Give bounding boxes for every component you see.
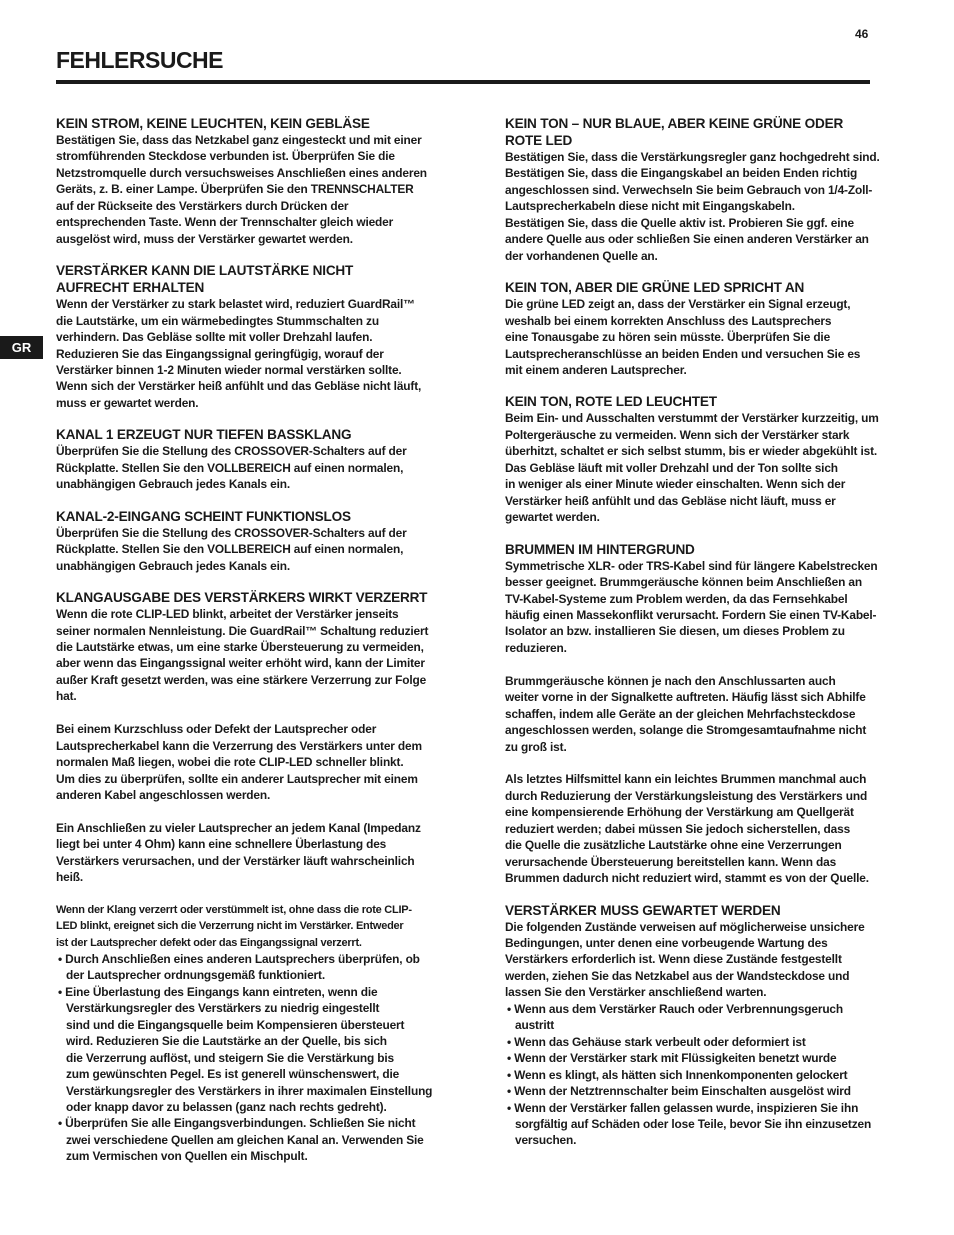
text-line: zum gewünschten Pegel. Es ist generell wünschenswert, die (66, 1067, 400, 1082)
text-line: Verstärkungsregler des Verstärkers in ihrer maximalen Einstellung (66, 1083, 433, 1098)
text-line: außer Kraft gesetzt werden, was eine stärkere Verzerrung zur Folge (56, 672, 427, 687)
troubleshoot-section (56, 589, 452, 1165)
paragraph (505, 919, 901, 1001)
text-line: Verstärkungsregler des Verstärkers zu niedrig eingestellt (66, 1001, 380, 1016)
text-line: Lautsprecheranschlüsse an beiden Enden und versuchen Sie es (505, 346, 861, 361)
text-line: • Wenn der Netztrennschalter beim Einschalten ausgelöst wird (507, 1084, 851, 1099)
text-line: mit einem anderen Lautsprecher. (505, 362, 687, 377)
text-line: unabhängigen Gebrauch jedes Kanals ein. (56, 558, 291, 573)
paragraph (56, 443, 452, 492)
section-heading: VERSTÄRKER MUSS GEWARTET WERDEN (505, 902, 781, 918)
text-line: • Wenn das Gehäuse stark verbeult oder deformiert ist (507, 1034, 806, 1049)
text-line: • Wenn es klingt, als hätten sich Innenkomponenten gelockert (507, 1067, 848, 1082)
text-line: Netzstromquelle durch versuchsweises Anschließen eines anderen (56, 165, 427, 180)
text-line: eine Tonausgabe zu hören sein müsste. Überprüfen Sie die (505, 330, 831, 345)
section-heading: KEIN TON, ABER DIE GRÜNE LED SPRICHT AN (505, 280, 805, 296)
text-line: zum Vermischen von Quellen ein Mischpult. (66, 1149, 308, 1164)
text-line: gewartet werden. (505, 510, 600, 525)
bullet-item (505, 1100, 901, 1149)
section-heading: KEIN TON – NUR BLAUE, ABER KEINE GRÜNE ODER ROTE LED (505, 116, 844, 148)
text-line: besser geeignet. Brummgeräusche können beim Anschließen an (505, 575, 862, 590)
text-line: Wenn der Verstärker zu stark belastet wird, reduziert GuardRail™ (56, 297, 415, 312)
paragraph-gap (505, 656, 901, 672)
section-heading: KLANGAUSGABE DES VERSTÄRKERS WIRKT VERZERRT (56, 590, 428, 606)
text-line: Wenn die rote CLIP-LED blinkt, arbeitet der Verstärker jenseits (56, 607, 399, 622)
section-heading: KEIN STROM, KEINE LEUCHTEN, KEIN GEBLÄSE (56, 116, 370, 131)
section-heading: KEIN TON, ROTE LED LEUCHTET (505, 394, 717, 410)
text-line: entsprechenden Taste. Wenn der Trennschalter gleich wieder (56, 215, 394, 230)
paragraph (505, 149, 901, 264)
troubleshoot-section (56, 115, 452, 247)
bullet-item (505, 1067, 901, 1083)
text-line: Brummgeräusche können je nach den Anschlussarten auch (505, 673, 836, 688)
text-line: die Quelle die zusätzliche Lautstärke ohne eine Verzerrungen (505, 838, 842, 853)
text-line: Als letztes Hilfsmittel kann ein leichtes Brummen manchmal auch (505, 772, 867, 787)
text-line: liegt bei unter 4 Ohm) kann eine schnellere Überlastung des (56, 837, 387, 852)
text-line: Rückplatte. Stellen Sie den VOLLBEREICH auf einen normalen, (56, 542, 404, 557)
text-line: zu groß ist. (505, 739, 567, 754)
text-line: muss er gewartet werden. (56, 395, 199, 410)
text-line: verhindern. Das Gebläse sollte mit voller Drehzahl laufen. (56, 330, 373, 345)
text-line: Rückplatte. Stellen Sie den VOLLBEREICH auf einen normalen, (56, 460, 404, 475)
text-line: versuchen. (515, 1133, 577, 1148)
paragraph (505, 296, 901, 378)
paragraph (56, 296, 452, 411)
text-line: häufig einen Massekonflikt verursacht. Fordern Sie einen TV-Kabel- (505, 607, 877, 622)
bullet-item (505, 1050, 901, 1066)
text-line: weshalb bei einem korrekten Anschluss des Lautsprechers (505, 313, 832, 328)
text-line: Ein Anschließen zu vieler Lautsprecher an jedem Kanal (Impedanz (56, 820, 421, 835)
bullet-item (505, 1083, 901, 1099)
text-line: stromführenden Steckdose verbunden ist. Überprüfen Sie die (56, 149, 395, 164)
text-line: oder knapp davor zu belassen (ganz nach rechts gedreht). (66, 1100, 387, 1114)
text-line: Lautsprecherkabel kann die Verzerrung des Verstärkers unter dem (56, 738, 422, 753)
text-line: die Lautstärke, um ein wärmebedingtes Stummschalten zu (56, 313, 379, 328)
text-line: weiter vorne in der Signalkette auftreten. Häufig lässt sich Abhilfe (505, 690, 866, 705)
text-line: werden, ziehen Sie das Netzkabel aus der Wandsteckdose und (505, 968, 850, 983)
troubleshoot-section (505, 541, 901, 887)
text-line: austritt (515, 1018, 555, 1033)
page-number: 46 (855, 27, 869, 41)
paragraph (505, 558, 901, 657)
troubleshoot-section (56, 426, 452, 492)
text-line: Bestätigen Sie, dass die Eingangskabel an beiden Enden richtig (505, 166, 858, 181)
text-line: ist der Lautsprecher defekt oder das Eingangssignal verzerrt. (56, 936, 362, 949)
title-rule (56, 80, 870, 84)
text-line: ausgelöst wird, muss der Verstärker gewartet werden. (56, 231, 353, 246)
troubleshoot-section (505, 279, 901, 378)
text-line: Isolator an bzw. installieren Sie diesen, um dieses Problem zu (505, 624, 845, 639)
text-line: die Verzerrung auflöst, und steigern Sie die Verstärkung bis (66, 1050, 394, 1065)
text-line: Wenn der Klang verzerrt oder verstümmelt ist, ohne dass die rote CLIP- (56, 904, 412, 917)
text-line: Wenn sich der Verstärker heiß anfühlt und das Gebläse nicht läuft, (56, 379, 422, 394)
text-line: Geräts, z. B. einer Lampe. Überprüfen Sie den TRENNSCHALTER (56, 182, 414, 197)
text-line: heiß. (56, 870, 83, 885)
text-line: Die grüne LED zeigt an, dass der Verstärker ein Signal erzeugt, (505, 297, 851, 312)
text-line: auf der Rückseite des Verstärkers durch Drücken der (56, 198, 349, 213)
text-line: wird. Reduzieren Sie die Lautstärke an der Quelle, bis sich (66, 1034, 387, 1049)
section-heading: VERSTÄRKER KANN DIE LAUTSTÄRKE NICHT AUFRECHT ERHALTEN (56, 263, 354, 296)
text-line: sorgfältig auf Schäden oder lose Teile, bevor Sie ihn einzusetzen (515, 1116, 872, 1131)
text-line: Bestätigen Sie, dass das Netzkabel ganz eingesteckt und mit einer (56, 133, 422, 147)
text-line: Verstärker binnen 1-2 Minuten wieder normal verstärken sollte. (56, 362, 402, 377)
text-line: Bestätigen Sie, dass die Quelle aktiv ist. Probieren Sie ggf. eine (505, 215, 854, 230)
text-line: Symmetrische XLR- oder TRS-Kabel sind für längere Kabelstrecken (505, 558, 878, 573)
text-line: • Wenn aus dem Verstärker Rauch oder Verbrennungsgeruch (507, 1001, 844, 1016)
text-line: andere Quelle aus oder schließen Sie einen anderen Verstärker an (505, 232, 869, 247)
text-line: durch Reduzierung der Verstärkungsleistung des Verstärkers und (505, 788, 868, 803)
text-line: seiner normalen Nennleistung. Die GuardRail™ Schaltung reduziert (56, 623, 429, 638)
text-line: LED blinkt, ereignet sich die Verzerrung nicht im Verstärker. Entweder (56, 920, 404, 933)
text-line: sind und die Eingangsquelle beim Kompensieren übersteuert (66, 1017, 405, 1032)
text-line: aber wenn das Eingangssignal weiter erhöht wird, kann der Limiter (56, 656, 425, 671)
left-column (56, 115, 452, 1180)
troubleshoot-section (56, 508, 452, 574)
text-line: normalen Maß liegen, wobei die rote CLIP-LED schneller blinkt. (56, 755, 404, 770)
bullet-item (505, 1034, 901, 1050)
text-line: Verstärkers erforderlich ist. Wenn diese Zustände festgestellt (505, 952, 842, 967)
text-line: Verstärkers verursachen, und der Verstärker läuft wahrscheinlich (56, 853, 415, 868)
paragraph (56, 132, 452, 247)
troubleshoot-section (505, 902, 901, 1149)
right-column (505, 115, 901, 1164)
text-line: hat. (56, 689, 77, 704)
text-line: Verstärker heiß anfühlt und das Gebläse nicht läuft, muss er (505, 493, 836, 508)
text-line: lassen Sie den Verstärker anschließend warten. (505, 985, 767, 1000)
text-line: unabhängigen Gebrauch jedes Kanals ein. (56, 477, 291, 492)
text-line: • Durch Anschließen eines anderen Lautsprechers überprüfen, ob (58, 951, 420, 966)
text-line: • Eine Überlastung des Eingangs kann eintreten, wenn die (58, 984, 378, 999)
paragraph (56, 902, 452, 951)
paragraph (56, 820, 452, 886)
bullet-item (56, 1115, 452, 1164)
text-line: • Wenn der Verstärker stark mit Flüssigkeiten benetzt wurde (507, 1051, 837, 1066)
paragraph-gap (56, 803, 452, 819)
paragraph-gap (56, 705, 452, 721)
text-line: Das Gebläse läuft mit voller Drehzahl und der Ton sollte sich (505, 460, 838, 475)
troubleshoot-section (56, 262, 452, 411)
text-line: Bei einem Kurzschluss oder Defekt der Lautsprecher oder (56, 722, 377, 737)
text-line: verursachende Übersteuerung bereitstellen kann. Wenn das (505, 854, 837, 869)
section-heading: KANAL-2-EINGANG SCHEINT FUNKTIONSLOS (56, 508, 351, 524)
bullet-item (56, 951, 452, 984)
text-line: eine kompensierende Erhöhung der Verstärkung am Quellgerät (505, 805, 854, 820)
text-line: TV-Kabel-Systeme zum Problem werden, da das Fernsehkabel (505, 591, 848, 606)
text-line: Die folgenden Zustände verweisen auf möglicherweise unsichere (505, 919, 865, 934)
text-line: Brummen dadurch nicht reduziert wird, stammt es von der Quelle. (505, 871, 869, 886)
text-line: angeschlossen sind. Verwechseln Sie beim Gebrauch von 1/4-Zoll- (505, 182, 873, 197)
text-line: Poltergeräusche zu vermeiden. Wenn sich der Verstärker stark (505, 427, 850, 442)
paragraph (56, 525, 452, 574)
text-line: zwei verschiedene Quellen am gleichen Kanal an. Verwenden Sie (66, 1132, 424, 1147)
troubleshoot-section (505, 393, 901, 525)
section-heading: KANAL 1 ERZEUGT NUR TIEFEN BASSKLANG (56, 427, 352, 443)
text-line: reduzieren. (505, 640, 567, 655)
text-line: der Lautsprecher ordnungsgemäß funktioniert. (66, 968, 325, 983)
text-line: der vorhandenen Quelle an. (505, 248, 658, 263)
text-line: Reduzieren Sie das Eingangssignal geringfügig, worauf der (56, 346, 384, 361)
language-tab: GR (0, 336, 43, 359)
paragraph (505, 673, 901, 755)
text-line: angeschlossen werden, solange die Stromgesamtaufnahme nicht (505, 723, 867, 738)
text-line: Bestätigen Sie, dass die Verstärkungsregler ganz hochgedreht sind. (505, 150, 880, 164)
text-line: Überprüfen Sie die Stellung des CROSSOVER-Schalters auf der (56, 525, 407, 540)
text-line: Um dies zu überprüfen, sollte ein anderer Lautsprecher mit einem (56, 771, 418, 786)
section-heading: BRUMMEN IM HINTERGRUND (505, 541, 695, 557)
text-line: Beim Ein- und Ausschalten verstummt der Verstärker kurzzeitig, um (505, 411, 879, 426)
text-line: Bedingungen, unter denen eine vorbeugende Wartung des (505, 936, 828, 950)
bullet-item (505, 1001, 901, 1034)
text-line: Überprüfen Sie die Stellung des CROSSOVER-Schalters auf der (56, 444, 407, 459)
text-line: überhitzt, schaltet er sich selbst stumm, bis er wieder abgekühlt ist. (505, 444, 878, 459)
paragraph (505, 771, 901, 886)
text-line: • Wenn der Verstärker fallen gelassen wurde, inspizieren Sie ihn (507, 1100, 859, 1115)
text-line: reduziert werden; dabei müssen Sie jedoch sicherstellen, dass (505, 821, 851, 836)
text-line: die Lautstärke etwas, um eine starke Übersteuerung zu vermeiden, (56, 639, 424, 654)
text-line: in weniger als einer Minute wieder einschalten. Wenn sich der (505, 477, 846, 492)
text-line: schaffen, indem alle Geräte an der gleichen Mehrfachsteckdose (505, 706, 856, 721)
page-title: FEHLERSUCHE (56, 47, 224, 73)
paragraph-gap (505, 755, 901, 771)
text-line: anderen Kabel angeschlossen werden. (56, 787, 271, 802)
paragraph (56, 606, 452, 705)
paragraph-gap (56, 886, 452, 902)
troubleshoot-section (505, 115, 901, 264)
paragraph (56, 721, 452, 803)
text-line: • Überprüfen Sie alle Eingangsverbindungen. Schließen Sie nicht (58, 1116, 416, 1131)
bullet-item (56, 984, 452, 1116)
text-line: Lautsprecherkabeln diese nicht mit Eingangskabeln. (505, 199, 795, 214)
paragraph (505, 410, 901, 525)
